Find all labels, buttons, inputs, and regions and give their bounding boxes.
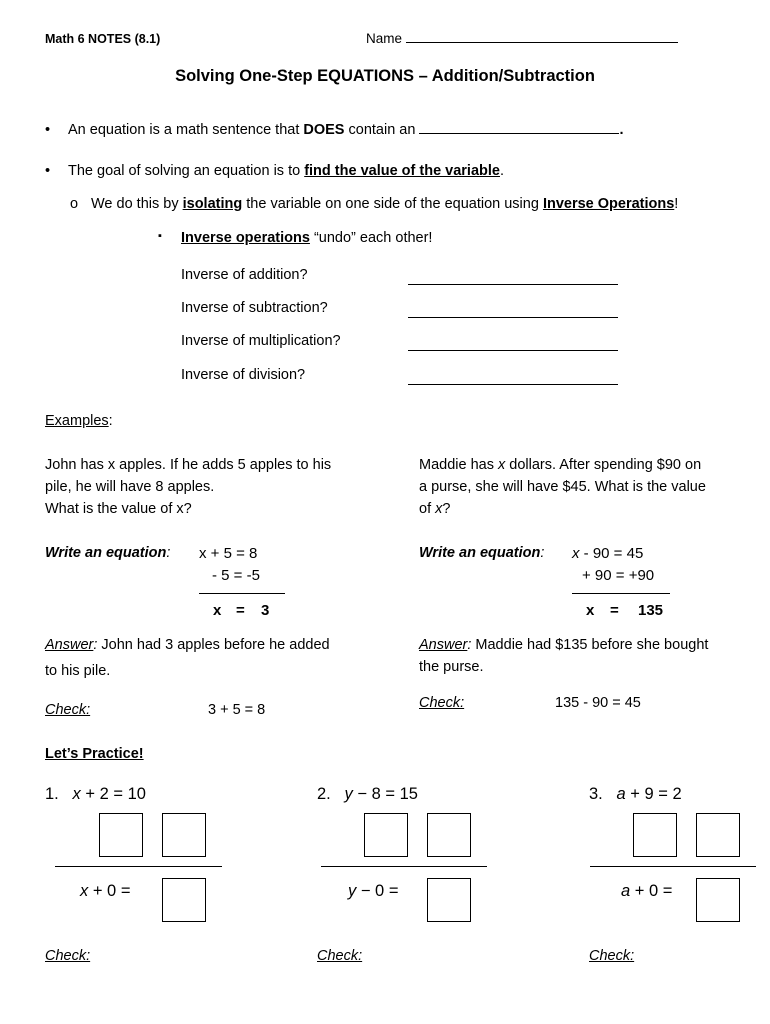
inverse-operations-note: Inverse operations “undo” each other! <box>181 230 433 246</box>
answer-blank[interactable] <box>408 284 618 285</box>
problem-1-divider <box>55 866 222 867</box>
example1-text-line: pile, he will have 8 apples. <box>45 479 215 495</box>
examples-heading: Examples: <box>45 413 113 429</box>
inverse-question: Inverse of division? <box>181 367 306 383</box>
name-label: Name <box>366 31 403 46</box>
bullet-circle: o <box>70 196 79 212</box>
example2-check: 135 - 90 = 45 <box>555 695 641 711</box>
example2-answer: Answer: Maddie had $135 before she bought <box>419 637 709 653</box>
problem-1-equation: 1. x + 2 = 10 <box>45 785 146 803</box>
problem-2-divider <box>321 866 487 867</box>
problem-2-equation: 2. y − 8 = 15 <box>317 785 418 803</box>
problem-2-answer-box[interactable] <box>427 813 471 857</box>
problem-2-result-box[interactable] <box>427 878 471 922</box>
answer-blank[interactable] <box>408 350 618 351</box>
problem-2-bottom-equation: y − 0 = <box>348 882 399 900</box>
problem-3-check-label: Check: <box>589 948 635 964</box>
definition-blank[interactable] <box>419 133 619 134</box>
example1-text-line: What is the value of x? <box>45 501 192 517</box>
problem-1-result-box[interactable] <box>162 878 206 922</box>
problem-3-answer-box[interactable] <box>633 813 677 857</box>
example2-result-value: 135 <box>638 602 664 619</box>
course-header: Math 6 NOTES (8.1) <box>45 32 161 46</box>
answer-blank[interactable] <box>408 317 618 318</box>
problem-3-answer-box[interactable] <box>696 813 740 857</box>
example2-text-line: Maddie has x dollars. After spending $90 on <box>419 457 702 473</box>
example2-check-label: Check: <box>419 695 465 711</box>
example1-answer: Answer: John had 3 apples before he added <box>45 637 330 653</box>
example1-result-equals: = <box>236 602 245 619</box>
name-field[interactable] <box>366 31 678 46</box>
example1-check: 3 + 5 = 8 <box>208 702 266 718</box>
example2-answer-cont: the purse. <box>419 659 484 675</box>
example1-check-label: Check: <box>45 702 91 718</box>
example1-result-var: x <box>213 602 222 619</box>
problem-1-bottom-equation: x + 0 = <box>80 882 131 900</box>
example1-result-value: 3 <box>261 602 270 619</box>
example2-text-line: of x? <box>419 501 451 517</box>
example2-result-var: x <box>586 602 595 619</box>
example1-subtract-step: - 5 = -5 <box>212 567 260 584</box>
bullet-goal: The goal of solving an equation is to find the value of the variable. <box>68 163 505 179</box>
inverse-question: Inverse of multiplication? <box>181 333 341 349</box>
example2-text-line: a purse, she will have $45. What is the value <box>419 479 706 495</box>
example1-text-line: John has x apples. If he adds 5 apples to his <box>45 457 332 473</box>
page-title: Solving One-Step EQUATIONS – Addition/Subtraction <box>175 67 595 85</box>
sub-bullet-isolating: We do this by isolating the variable on one side of the equation using Inverse Operations! <box>91 196 679 212</box>
problem-3-divider <box>590 866 756 867</box>
practice-heading: Let’s Practice! <box>45 746 144 762</box>
problem-1-answer-box[interactable] <box>162 813 206 857</box>
example2-result-equals: = <box>610 602 619 619</box>
example1-equation: x + 5 = 8 <box>199 545 258 562</box>
problem-2-check-label: Check: <box>317 948 363 964</box>
name-blank[interactable] <box>406 42 678 43</box>
problem-1-answer-box[interactable] <box>99 813 143 857</box>
example2-add-step: + 90 = +90 <box>582 567 655 584</box>
example1-write-label: Write an equation: <box>45 545 171 561</box>
example2-write-label: Write an equation: <box>419 545 545 561</box>
problem-2-answer-box[interactable] <box>364 813 408 857</box>
bullet-dot: • <box>45 163 51 179</box>
bullet-dot: • <box>45 122 51 138</box>
example2-divider <box>572 593 670 594</box>
example2-equation: x - 90 = 45 <box>572 545 644 562</box>
inverse-question: Inverse of addition? <box>181 267 308 283</box>
inverse-question: Inverse of subtraction? <box>181 300 328 316</box>
problem-3-result-box[interactable] <box>696 878 740 922</box>
example1-answer-cont: to his pile. <box>45 663 111 679</box>
problem-3-bottom-equation: a + 0 = <box>621 882 673 900</box>
problem-1-check-label: Check: <box>45 948 91 964</box>
answer-blank[interactable] <box>408 384 618 385</box>
bullet-equation-definition: An equation is a math sentence that DOES contain an . <box>68 122 624 138</box>
problem-3-equation: 3. a + 9 = 2 <box>589 785 682 803</box>
example1-divider <box>199 593 285 594</box>
bullet-square: ▪ <box>158 230 162 242</box>
